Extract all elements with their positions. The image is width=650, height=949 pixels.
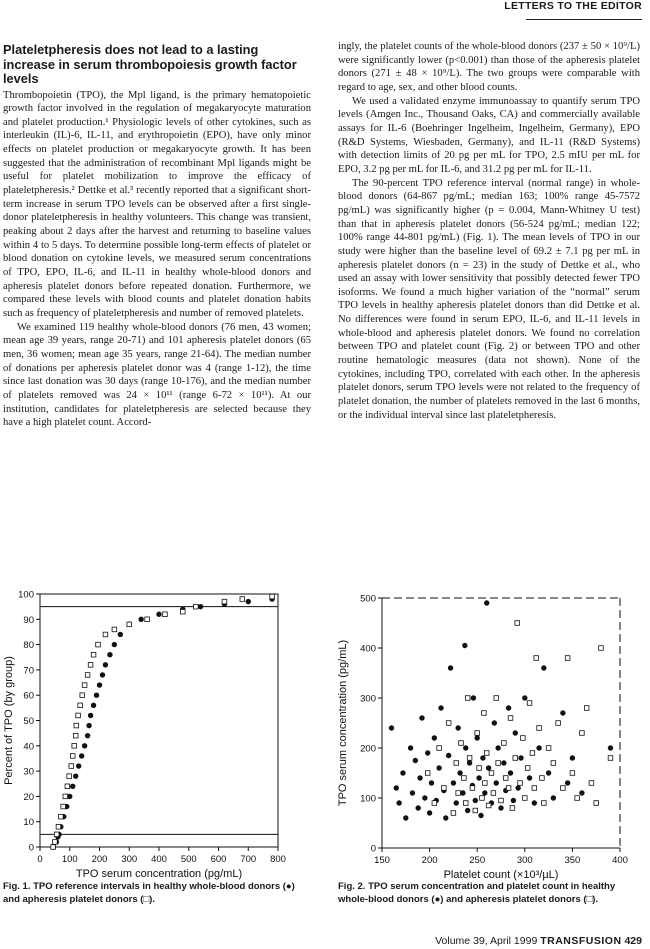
data-point-filled bbox=[471, 695, 476, 700]
page-footer bbox=[435, 935, 642, 947]
data-point-filled bbox=[463, 745, 468, 750]
data-point-filled bbox=[413, 758, 418, 763]
data-point-open bbox=[451, 811, 456, 816]
data-point-filled bbox=[478, 813, 483, 818]
data-point-open bbox=[85, 673, 90, 678]
y-tick-label: 50 bbox=[23, 716, 34, 727]
data-point-open bbox=[540, 776, 545, 781]
data-point-filled bbox=[541, 665, 546, 670]
data-point-open bbox=[527, 701, 532, 706]
y-tick-label: 400 bbox=[360, 643, 376, 655]
data-point-filled bbox=[546, 770, 551, 775]
data-point-open bbox=[73, 733, 78, 738]
x-tick-label: 400 bbox=[151, 854, 167, 865]
data-point-open bbox=[462, 776, 467, 781]
volume-info: Volume 39, April 1999 bbox=[435, 935, 538, 947]
left-column bbox=[3, 40, 311, 430]
data-point-open bbox=[534, 656, 539, 661]
data-point-filled bbox=[79, 753, 84, 758]
data-point-open bbox=[103, 632, 108, 637]
data-point-filled bbox=[91, 703, 96, 708]
right-column bbox=[338, 40, 640, 422]
data-point-filled bbox=[436, 765, 441, 770]
data-point-filled bbox=[532, 800, 537, 805]
article-title: Plateletpheresis does not lead to a lasting increase in serum thrombopoiesis growth factor levels bbox=[3, 42, 297, 86]
y-axis-title: Percent of TPO (by group) bbox=[3, 656, 15, 785]
data-point-open bbox=[465, 696, 470, 701]
y-tick-label: 0 bbox=[28, 842, 34, 854]
data-point-open bbox=[575, 796, 580, 801]
data-point-open bbox=[480, 796, 485, 801]
data-point-filled bbox=[86, 723, 91, 728]
data-point-open bbox=[584, 706, 589, 711]
x-tick-label: 350 bbox=[564, 855, 581, 866]
data-point-open bbox=[491, 791, 496, 796]
x-tick-label: 100 bbox=[61, 854, 78, 865]
data-point-filled bbox=[389, 725, 394, 730]
data-point-open bbox=[542, 801, 547, 806]
data-point-filled bbox=[475, 735, 480, 740]
data-point-open bbox=[96, 642, 101, 647]
data-point-open bbox=[145, 617, 150, 622]
data-point-filled bbox=[476, 775, 481, 780]
data-point-open bbox=[63, 794, 68, 799]
journal-name: TRANSFUSION bbox=[540, 935, 622, 947]
data-point-filled bbox=[508, 770, 513, 775]
data-point-open bbox=[546, 746, 551, 751]
data-point-open bbox=[163, 612, 168, 617]
x-tick-label: 250 bbox=[469, 855, 486, 866]
data-point-filled bbox=[107, 652, 112, 657]
data-point-filled bbox=[417, 775, 422, 780]
paragraph: We used a validated enzyme immunoassay to quantify serum TPO levels (Amgen Inc., Thousand Oaks, CA) and commercially available assays for IL-6 (Boehringer Ingelheim, Ingelheim, Germany), EPO (R&D Systems, Wiesbaden, Germany), and IL-11 (R&D Systems) with detection limits of 20 pg per mL for TPO, 2.5 mIU per mL for EPO, 3.2 pg per mL for IL-6, and 31.2 pg per mL for IL-11. bbox=[338, 95, 640, 175]
data-point-open bbox=[537, 726, 542, 731]
data-point-open bbox=[76, 713, 81, 718]
data-point-filled bbox=[462, 643, 467, 648]
data-point-filled bbox=[492, 720, 497, 725]
data-point-open bbox=[570, 771, 575, 776]
data-point-open bbox=[510, 806, 515, 811]
data-point-open bbox=[525, 766, 530, 771]
data-point-open bbox=[502, 741, 507, 746]
y-tick-label: 60 bbox=[23, 690, 34, 702]
x-tick-label: 700 bbox=[240, 854, 257, 865]
paragraph: ingly, the platelet counts of the whole-blood donors (237 ± 50 × 10⁹/L) were significantly lower (p<0.001) than those of the apheresis platelet donors (271 ± 48 × 10⁹/L). The two groups were comparable with regard to age, sex, and other blood counts. bbox=[338, 41, 640, 93]
page-number: 429 bbox=[624, 935, 642, 947]
x-tick-label: 300 bbox=[516, 855, 533, 866]
data-point-open bbox=[475, 731, 480, 736]
data-point-filled bbox=[565, 780, 570, 785]
data-point-filled bbox=[73, 773, 78, 778]
data-point-filled bbox=[446, 753, 451, 758]
data-point-open bbox=[463, 801, 468, 806]
section-header: LETTERS TO THE EDITOR bbox=[504, 0, 642, 12]
data-point-open bbox=[599, 646, 604, 651]
data-point-filled bbox=[422, 795, 427, 800]
data-point-open bbox=[222, 599, 227, 604]
data-point-filled bbox=[480, 755, 485, 760]
data-point-open bbox=[454, 761, 459, 766]
data-point-open bbox=[503, 776, 508, 781]
data-point-open bbox=[523, 796, 528, 801]
data-point-open bbox=[482, 711, 487, 716]
y-tick-label: 100 bbox=[18, 589, 34, 601]
data-point-open bbox=[489, 771, 494, 776]
x-tick-label: 150 bbox=[374, 855, 390, 866]
data-point-filled bbox=[484, 600, 489, 605]
data-point-open bbox=[51, 845, 56, 850]
data-point-filled bbox=[460, 790, 465, 795]
y-tick-label: 200 bbox=[360, 743, 376, 755]
x-tick-label: 300 bbox=[121, 854, 138, 865]
x-tick-label: 600 bbox=[210, 854, 227, 865]
paragraph: The 90-percent TPO reference interval (normal range) in whole-blood donors (64-867 pg/mL; median 163; 100% range 45-7572 pg/mL) was significantly higher (p = 0.004, Mann-Whitney U test) than that in apheresis platelet donors (56-524 pg/mL; median 122; 100% range 44-801 pg/mL) (Fig. 1). The mean levels of TPO in our study were higher than the baseline level of 69.2 ± 7.1 pg per mL in apheresis platelet donors (n = 23) in the study of Dettke et al., who used an assay with lower sensitivity that possibly detected fewer TPO isoforms. We found a much higher variation of the “normal” serum TPO levels in healthy apheresis platelet donors than did Dettke et al. No differences were found in serum EPO, IL-6, and IL-11 levels in whole-blood and apheresis platelet donors. We found no correlation between TPO and platelet count (Fig. 2) or between TPO and other routine hematologic measures (data not shown). None of the cytokines, including TPO, correlated with each other. In the apheresis platelet donors, serum TPO levels were not related to the frequency of platelet donation, the number of platelets removed in the last 6 months, or the individual interval since last plateletpheresis. bbox=[338, 177, 640, 421]
data-point-open bbox=[61, 804, 66, 809]
data-point-open bbox=[69, 764, 74, 769]
data-point-filled bbox=[482, 790, 487, 795]
data-point-filled bbox=[513, 730, 518, 735]
data-point-filled bbox=[465, 808, 470, 813]
paragraph: We examined 119 healthy whole-blood donors (76 men, 43 women; mean age 39 years, range 20-71) and 101 apheresis platelet donors (65 men, 36 women; mean age 35 years, range 21-64). The median number of donations per apheresis platelet donor was 4 (range 1-12), the time since last donation was 30 days (range 10-176), and the median number of platelets removed was 24 × 10¹¹ (range 6-72 × 10¹¹). At our institution, candidates for plateletpheresis are selected because they have a high platelet count. Accord- bbox=[3, 321, 311, 429]
y-axis-title: TPO serum concentration (pg/mL) bbox=[337, 639, 349, 807]
data-point-open bbox=[477, 766, 482, 771]
data-point-open bbox=[240, 597, 245, 602]
data-point-open bbox=[432, 801, 437, 806]
data-point-open bbox=[532, 786, 537, 791]
x-axis-title: TPO serum concentration (pg/mL) bbox=[75, 868, 243, 880]
data-point-filled bbox=[522, 695, 527, 700]
x-tick-label: 400 bbox=[612, 855, 628, 866]
data-point-filled bbox=[427, 810, 432, 815]
data-point-open bbox=[608, 756, 613, 761]
data-point-filled bbox=[608, 745, 613, 750]
data-point-open bbox=[565, 656, 570, 661]
data-point-filled bbox=[100, 672, 105, 677]
data-point-filled bbox=[501, 760, 506, 765]
data-point-filled bbox=[511, 798, 516, 803]
data-point-filled bbox=[425, 750, 430, 755]
data-point-open bbox=[496, 761, 501, 766]
data-point-open bbox=[521, 736, 526, 741]
x-tick-label: 800 bbox=[270, 854, 286, 865]
data-point-open bbox=[589, 781, 594, 786]
header-rule bbox=[526, 19, 642, 20]
x-tick-label: 200 bbox=[421, 855, 438, 866]
data-point-filled bbox=[455, 725, 460, 730]
data-point-open bbox=[112, 627, 117, 632]
data-point-filled bbox=[515, 785, 520, 790]
data-point-open bbox=[499, 798, 504, 803]
data-point-open bbox=[556, 721, 561, 726]
data-point-filled bbox=[486, 765, 491, 770]
x-tick-label: 500 bbox=[180, 854, 197, 865]
data-point-filled bbox=[473, 798, 478, 803]
data-point-filled bbox=[560, 710, 565, 715]
data-point-filled bbox=[432, 735, 437, 740]
data-point-open bbox=[54, 832, 59, 837]
x-tick-label: 200 bbox=[91, 854, 108, 865]
data-point-filled bbox=[429, 780, 434, 785]
data-point-filled bbox=[570, 755, 575, 760]
figure-1-caption: Fig. 1. TPO reference intervals in healthy whole-blood donors (●) and apheresis platelet donors (□). bbox=[3, 881, 295, 905]
data-point-open bbox=[467, 756, 472, 761]
data-point-filled bbox=[198, 604, 203, 609]
data-point-open bbox=[91, 652, 96, 657]
data-point-filled bbox=[551, 795, 556, 800]
data-point-filled bbox=[498, 805, 503, 810]
data-point-open bbox=[518, 781, 523, 786]
data-point-filled bbox=[506, 705, 511, 710]
data-point-open bbox=[580, 731, 585, 736]
data-point-filled bbox=[448, 665, 453, 670]
data-point-open bbox=[506, 786, 511, 791]
figure-2-caption: Fig. 2. TPO serum concentration and platelet count in healthy whole-blood donors (●) and apheresis platelet donors (□). bbox=[338, 881, 616, 905]
y-tick-label: 20 bbox=[23, 791, 34, 803]
data-point-filled bbox=[156, 612, 161, 617]
data-point-filled bbox=[518, 755, 523, 760]
x-axis-title: Platelet count (×10³/µL) bbox=[443, 869, 559, 881]
data-point-filled bbox=[112, 642, 117, 647]
data-point-open bbox=[425, 771, 430, 776]
data-point-filled bbox=[494, 780, 499, 785]
data-point-filled bbox=[438, 705, 443, 710]
data-point-filled bbox=[408, 745, 413, 750]
data-point-filled bbox=[419, 715, 424, 720]
data-point-filled bbox=[76, 763, 81, 768]
data-point-open bbox=[456, 791, 461, 796]
data-point-open bbox=[484, 751, 489, 756]
data-point-filled bbox=[579, 790, 584, 795]
data-point-open bbox=[530, 751, 535, 756]
data-point-open bbox=[67, 774, 72, 779]
data-point-open bbox=[515, 621, 520, 626]
data-point-filled bbox=[82, 743, 87, 748]
data-point-filled bbox=[451, 780, 456, 785]
y-tick-label: 40 bbox=[23, 741, 34, 753]
data-point-open bbox=[80, 693, 85, 698]
data-point-filled bbox=[88, 713, 93, 718]
data-point-filled bbox=[394, 785, 399, 790]
data-point-filled bbox=[415, 805, 420, 810]
data-point-filled bbox=[103, 662, 108, 667]
data-point-filled bbox=[536, 745, 541, 750]
data-point-open bbox=[70, 754, 75, 759]
data-point-open bbox=[65, 784, 70, 789]
data-point-open bbox=[127, 622, 132, 627]
data-point-open bbox=[270, 594, 275, 599]
data-point-filled bbox=[410, 790, 415, 795]
data-point-open bbox=[513, 756, 518, 761]
data-point-open bbox=[88, 663, 93, 668]
data-point-open bbox=[561, 786, 566, 791]
data-point-open bbox=[437, 746, 442, 751]
data-point-open bbox=[72, 744, 77, 749]
y-tick-label: 80 bbox=[23, 640, 34, 652]
data-point-open bbox=[56, 824, 61, 829]
data-point-open bbox=[508, 716, 513, 721]
data-point-open bbox=[74, 723, 79, 728]
data-point-filled bbox=[246, 599, 251, 604]
data-point-filled bbox=[396, 800, 401, 805]
figure-2-chart bbox=[330, 590, 650, 895]
figure-1-chart bbox=[0, 585, 296, 887]
y-tick-label: 0 bbox=[370, 843, 376, 855]
data-point-filled bbox=[85, 733, 90, 738]
y-tick-label: 90 bbox=[23, 614, 34, 626]
y-tick-label: 100 bbox=[360, 793, 376, 805]
data-point-filled bbox=[457, 770, 462, 775]
paragraph: Thrombopoietin (TPO), the Mpl ligand, is the primary hematopoietic growth factor involved in the regulation of megakaryocyte maturation and platelet production.¹ Physiologic levels of other cytokines, such as interleukin (IL)-6, IL-11, and erythropoietin (EPO), have only minor effects on platelet production or megakaryocyte growth. It has been suggested that the administration of recombinant Mpl ligands might be useful for platelet mobilization to improve the efficacy of plateletpheresis.² Dettke et al.³ recently reported that a significant short-term increase in serum TPO levels can be observed after a first single-donor plateletpheresis in healthy volunteers. This change was transient, peaking about 2 days after the harvest and returning to baseline values within 4 to 5 days. To determine possible long-term effects of platelet or blood donation on cytokine levels, we measured serum concentrations of TPO, EPO, IL-6, and IL-11 in healthy whole-blood donors and apheresis platelet donors before repeated donation. Furthermore, we compared these levels with blood counts and platelet donation habits such as frequency of plateletpheresis and number of removed platelets. bbox=[3, 89, 311, 319]
data-point-filled bbox=[495, 745, 500, 750]
data-point-open bbox=[78, 703, 83, 708]
data-point-filled bbox=[443, 815, 448, 820]
data-point-filled bbox=[97, 682, 102, 687]
y-tick-label: 30 bbox=[23, 766, 34, 778]
y-tick-label: 70 bbox=[23, 665, 34, 677]
data-point-open bbox=[442, 786, 447, 791]
data-point-filled bbox=[467, 760, 472, 765]
data-point-filled bbox=[454, 800, 459, 805]
y-tick-label: 300 bbox=[360, 693, 376, 705]
data-point-open bbox=[473, 808, 478, 813]
x-tick-label: 0 bbox=[37, 854, 43, 865]
data-point-open bbox=[53, 840, 58, 845]
data-point-filled bbox=[94, 693, 99, 698]
data-point-open bbox=[470, 786, 475, 791]
data-point-open bbox=[446, 721, 451, 726]
data-point-filled bbox=[138, 617, 143, 622]
data-point-open bbox=[551, 761, 556, 766]
data-point-filled bbox=[118, 632, 123, 637]
y-tick-label: 500 bbox=[360, 593, 376, 605]
data-point-filled bbox=[527, 775, 532, 780]
data-point-open bbox=[194, 604, 199, 609]
plot-frame bbox=[40, 594, 278, 847]
data-point-open bbox=[82, 683, 87, 688]
data-point-filled bbox=[400, 770, 405, 775]
data-point-open bbox=[59, 814, 64, 819]
data-point-open bbox=[483, 781, 488, 786]
data-point-open bbox=[486, 803, 491, 808]
data-point-open bbox=[459, 741, 464, 746]
y-tick-label: 10 bbox=[23, 817, 34, 829]
data-point-open bbox=[594, 801, 599, 806]
data-point-open bbox=[181, 609, 186, 614]
data-point-filled bbox=[403, 815, 408, 820]
data-point-open bbox=[494, 696, 499, 701]
data-point-filled bbox=[70, 784, 75, 789]
